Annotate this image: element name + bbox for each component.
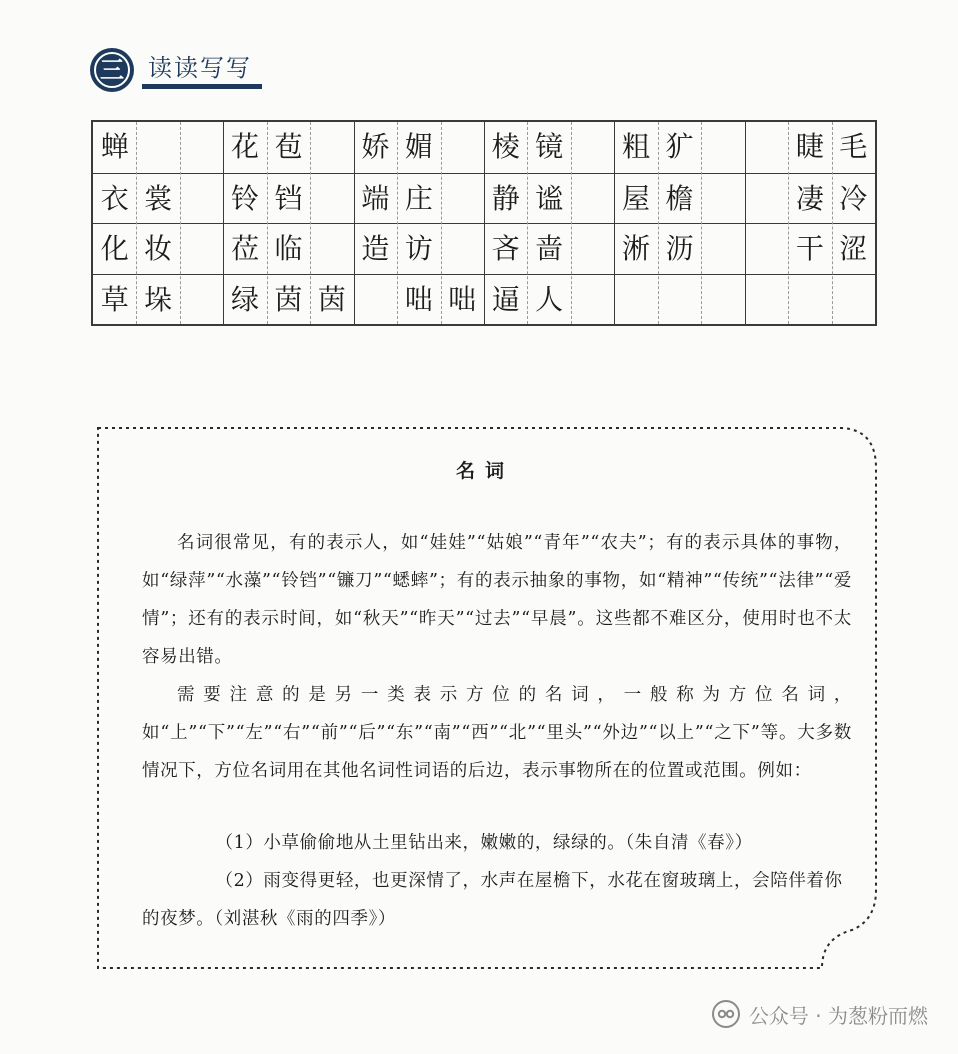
grid-cell: 檐 [665,181,694,215]
grid-cell: 娇 [361,130,390,163]
grid-divider [658,122,659,324]
grid-cell [571,122,614,172]
grid-cell [701,174,744,224]
grid-cell [701,122,744,172]
grid-cell: 裳 [144,181,173,215]
grid-cell [180,275,223,325]
grid-cell: 棱 [491,130,520,163]
grid-cell: 毛 [839,130,868,163]
grid-cell: 冷 [839,181,868,215]
character-grid [91,120,877,326]
grid-cell: 谧 [535,181,564,215]
grid-cell: 铃 [231,181,260,215]
grid-cell: 静 [491,181,520,215]
grid-cell: 茵 [317,282,346,316]
grid-cell [180,224,223,274]
grid-cell [441,122,484,172]
grid-cell: 咄 [404,282,433,316]
grid-cell [701,275,744,325]
grid-cell: 干 [795,232,824,265]
grid-cell [701,224,744,274]
grid-cell: 茵 [274,282,303,316]
grid-divider [571,122,572,324]
section-header [90,42,280,100]
grid-cell: 端 [361,181,390,215]
grid-divider [180,122,181,324]
watermark-text: 公众号 · 为葱粉而燃 [748,1003,928,1028]
grid-divider [223,122,224,324]
grid-cell [745,174,788,224]
grid-cell: 粗 [622,130,651,163]
note-paragraph: 名词很常见，有的表示人，如“娃娃”“姑娘”“青年”“农夫”；有的表示具体的事物，如“绿萍”“水藻”“铃铛”“镰刀”“蟋蟀”；有的表示抽象的事物，如“精神”“传统”“法律”“爱情”；还有的表示时间，如“秋天”“昨天”“过去”“早晨”。这些都不难区分，使用时也不太容易出错。 [142,533,852,667]
grid-cell: 绿 [231,282,260,316]
grid-cell: 咄 [448,282,477,316]
grid-cell: 衣 [100,181,129,215]
grid-divider [441,122,442,324]
grid-cell [745,224,788,274]
grid-cell [571,174,614,224]
note-title: 名词 [455,460,514,482]
grid-cell: 人 [535,282,564,316]
grid-cell: 啬 [535,232,564,265]
grid-cell: 临 [274,232,303,265]
section-number-badge: 三 [90,48,134,92]
watermark [711,996,928,1032]
grid-divider [354,122,355,324]
grid-cell [745,275,788,325]
section-title: 读读写写 [148,54,252,82]
grid-cell: 垛 [144,282,173,316]
grid-divider [136,122,137,324]
wechat-official-account-icon [711,999,741,1029]
grid-cell: 莅 [231,232,260,265]
grid-cell [832,275,875,325]
grid-divider [614,122,615,324]
grid-divider [397,122,398,324]
grid-cell [571,275,614,325]
grid-cell: 妆 [144,232,173,265]
grid-divider [310,122,311,324]
grid-cell: 媚 [404,130,433,163]
grid-cell [441,174,484,224]
grid-cell [788,275,831,325]
grid-cell: 逼 [491,282,520,316]
grid-cell [310,224,353,274]
grid-cell [354,275,397,325]
grid-cell: 化 [100,232,129,265]
grid-cell: 铛 [274,181,303,215]
grid-divider [832,122,833,324]
note-example: （2）雨变得更轻，也更深情了，水声在屋檐下，水花在窗玻璃上，会陪伴着你的夜梦。（刘湛秋《雨的四季》） [142,871,843,929]
grammar-note-box [90,420,880,980]
grid-cell [180,174,223,224]
grid-cell [136,122,179,172]
grid-cell: 屋 [622,181,651,215]
grid-cell: 吝 [491,232,520,265]
grid-cell: 凄 [795,181,824,215]
grid-cell [310,174,353,224]
grid-cell: 庄 [404,181,433,215]
section-title-underline [142,84,262,89]
grid-divider [267,122,268,324]
grid-cell: 苞 [274,130,303,163]
grid-divider [527,122,528,324]
grid-cell [745,122,788,172]
grid-cell: 草 [100,282,129,316]
grid-divider [484,122,485,324]
grid-divider [788,122,789,324]
grid-cell [310,122,353,172]
grid-cell [658,275,701,325]
grid-divider [701,122,702,324]
grid-cell [614,275,657,325]
grid-cell [571,224,614,274]
grid-divider [745,122,746,324]
grid-cell: 镜 [535,130,564,163]
note-paragraph: 需要注意的是另一类表示方位的名词，一般称为方位名词，如“上”“下”“左”“右”“前”“后”“东”“南”“西”“北”“里头”“外边”“以上”“之下”等。大多数情况下，方位名词用在其他名词性词语的后边，表示事物所在的位置或范围。例如： [142,685,852,781]
grid-cell: 蝉 [100,130,129,163]
grid-cell: 造 [361,232,390,265]
grid-cell [180,122,223,172]
grid-cell: 花 [231,130,260,163]
grid-cell [441,224,484,274]
grid-cell: 犷 [665,130,694,163]
grid-cell: 睫 [795,130,824,163]
grid-cell: 沥 [665,232,694,265]
grid-cell: 涩 [839,232,868,265]
grid-cell: 访 [404,232,433,265]
note-example: （1）小草偷偷地从土里钻出来，嫩嫩的，绿绿的。（朱自清《春》） [215,833,753,853]
grid-cell: 淅 [622,232,651,265]
